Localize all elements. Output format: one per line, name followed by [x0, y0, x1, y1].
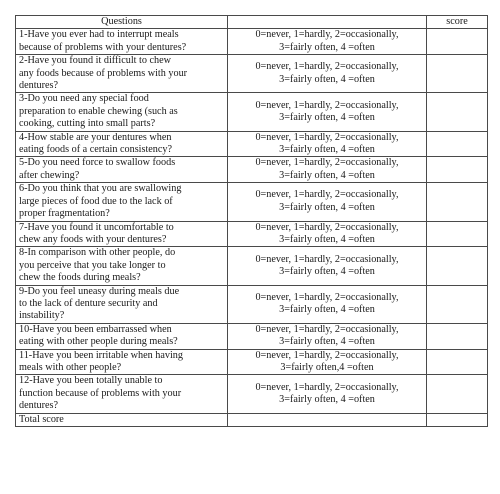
- question-text-line: proper fragmentation?: [19, 208, 110, 220]
- answer-scale: [228, 247, 427, 285]
- score-cell[interactable]: [427, 131, 488, 157]
- answer-scale-line: 3=fairly often, 4 =often: [279, 73, 375, 85]
- answer-scale-line: 0=never, 1=hardly, 2=occasionally,: [255, 349, 399, 361]
- question-text-line: 9-Do you feel uneasy during meals due: [19, 285, 180, 297]
- answer-scale: [228, 323, 427, 349]
- question-row: [16, 375, 488, 413]
- total-score-label: Total score: [16, 413, 228, 426]
- answer-scale-line: 3=fairly often, 4 =often: [279, 41, 375, 53]
- question-text-line: 6-Do you think that you are swallowing: [19, 183, 182, 195]
- total-scale-cell: [228, 413, 427, 426]
- score-cell[interactable]: [427, 183, 488, 221]
- question-text: [16, 157, 228, 183]
- answer-scale-line: 3=fairly often, 4 =often: [279, 112, 375, 124]
- score-cell[interactable]: [427, 55, 488, 93]
- score-cell[interactable]: [427, 93, 488, 131]
- question-text: [16, 29, 228, 55]
- score-cell[interactable]: [427, 349, 488, 375]
- question-text-line: 10-Have you been embarrassed when: [19, 323, 172, 335]
- question-text-line: 2-Have you found it difficult to chew: [19, 55, 172, 67]
- question-text-line: because of problems with your dentures?: [19, 41, 187, 53]
- answer-scale-line: 0=never, 1=hardly, 2=occasionally,: [255, 253, 399, 265]
- score-cell[interactable]: [427, 157, 488, 183]
- answer-scale-line: 0=never, 1=hardly, 2=occasionally,: [255, 61, 399, 73]
- question-text-line: large pieces of food due to the lack of: [19, 195, 173, 207]
- question-row: [16, 29, 488, 55]
- score-cell[interactable]: [427, 247, 488, 285]
- answer-scale-line: 0=never, 1=hardly, 2=occasionally,: [255, 189, 399, 201]
- total-row: [16, 413, 488, 426]
- question-text: [16, 183, 228, 221]
- questionnaire-table: [15, 15, 488, 427]
- questions-header: Questions: [16, 16, 228, 29]
- answer-scale-line: 3=fairly often, 4 =often: [279, 169, 375, 181]
- question-row: [16, 183, 488, 221]
- answer-scale-line: 0=never, 1=hardly, 2=occasionally,: [255, 381, 399, 393]
- question-text: [16, 55, 228, 93]
- question-rows: [16, 29, 488, 413]
- question-text: [16, 349, 228, 375]
- question-text-line: function because of problems with your: [19, 387, 182, 399]
- question-text: [16, 375, 228, 413]
- question-row: [16, 221, 488, 247]
- question-text: [16, 247, 228, 285]
- answer-scale: [228, 349, 427, 375]
- scale-header: [228, 16, 427, 29]
- question-row: [16, 285, 488, 323]
- answer-scale-line: 3=fairly often, 4 =often: [279, 233, 375, 245]
- question-text: [16, 323, 228, 349]
- answer-scale-line: 3=fairly often, 4 =often: [279, 201, 375, 213]
- answer-scale-line: 3=fairly often, 4 =often: [279, 393, 375, 405]
- score-cell[interactable]: [427, 285, 488, 323]
- score-cell[interactable]: [427, 29, 488, 55]
- question-row: [16, 157, 488, 183]
- question-text-line: meals with other people?: [19, 361, 122, 373]
- question-text-line: any foods because of problems with your: [19, 67, 188, 79]
- answer-scale-line: 0=never, 1=hardly, 2=occasionally,: [255, 291, 399, 303]
- question-text-line: after chewing?: [19, 169, 80, 181]
- answer-scale: [228, 131, 427, 157]
- answer-scale-line: 0=never, 1=hardly, 2=occasionally,: [255, 131, 399, 143]
- question-text-line: eating with other people during meals?: [19, 336, 178, 348]
- question-row: [16, 349, 488, 375]
- question-row: [16, 323, 488, 349]
- answer-scale: [228, 221, 427, 247]
- answer-scale: [228, 93, 427, 131]
- question-row: [16, 93, 488, 131]
- question-text-line: dentures?: [19, 400, 59, 412]
- answer-scale-line: 0=never, 1=hardly, 2=occasionally,: [255, 323, 399, 335]
- question-text-line: 4-How stable are your dentures when: [19, 131, 172, 143]
- question-text: [16, 93, 228, 131]
- total-score-cell[interactable]: [427, 413, 488, 426]
- answer-scale-line: 3=fairly often, 4 =often: [279, 265, 375, 277]
- answer-scale: [228, 183, 427, 221]
- answer-scale-line: 0=never, 1=hardly, 2=occasionally,: [255, 221, 399, 233]
- question-row: [16, 131, 488, 157]
- question-text-line: eating foods of a certain consistency?: [19, 144, 173, 156]
- question-text: [16, 285, 228, 323]
- question-text-line: dentures?: [19, 80, 59, 92]
- answer-scale-line: 3=fairly often, 4 =often: [279, 336, 375, 348]
- question-text-line: preparation to enable chewing (such as: [19, 105, 178, 117]
- question-text-line: 3-Do you need any special food: [19, 93, 149, 105]
- answer-scale-line: 3=fairly often, 4 =often: [279, 144, 375, 156]
- question-text-line: 12-Have you been totally unable to: [19, 375, 163, 387]
- answer-scale: [228, 375, 427, 413]
- answer-scale-line: 3=fairly often,4 =often: [280, 361, 374, 373]
- question-text-line: cooking, cutting into small parts?: [19, 118, 156, 130]
- question-text-line: 5-Do you need force to swallow foods: [19, 157, 176, 169]
- question-text-line: to the lack of denture security and: [19, 297, 158, 309]
- answer-scale-line: 0=never, 1=hardly, 2=occasionally,: [255, 99, 399, 111]
- answer-scale-line: 3=fairly often, 4 =often: [279, 304, 375, 316]
- answer-scale-line: 0=never, 1=hardly, 2=occasionally,: [255, 29, 399, 41]
- question-text-line: 1-Have you ever had to interrupt meals: [19, 29, 179, 41]
- question-text-line: 7-Have you found it uncomfortable to: [19, 221, 174, 233]
- header-row: [16, 16, 488, 29]
- answer-scale: [228, 29, 427, 55]
- score-header: score: [427, 16, 488, 29]
- question-text-line: instability?: [19, 310, 65, 322]
- question-text-line: 11-Have you been irritable when having: [19, 349, 183, 361]
- question-row: [16, 55, 488, 93]
- score-cell[interactable]: [427, 375, 488, 413]
- question-text-line: chew the foods during meals?: [19, 272, 141, 284]
- question-row: [16, 247, 488, 285]
- question-text-line: you perceive that you take longer to: [19, 259, 166, 271]
- answer-scale: [228, 285, 427, 323]
- answer-scale-line: 0=never, 1=hardly, 2=occasionally,: [255, 157, 399, 169]
- question-text: [16, 131, 228, 157]
- answer-scale: [228, 55, 427, 93]
- score-cell[interactable]: [427, 323, 488, 349]
- question-text-line: chew any foods with your dentures?: [19, 233, 167, 245]
- answer-scale: [228, 157, 427, 183]
- score-cell[interactable]: [427, 221, 488, 247]
- question-text: [16, 221, 228, 247]
- question-text-line: 8-In comparison with other people, do: [19, 247, 176, 259]
